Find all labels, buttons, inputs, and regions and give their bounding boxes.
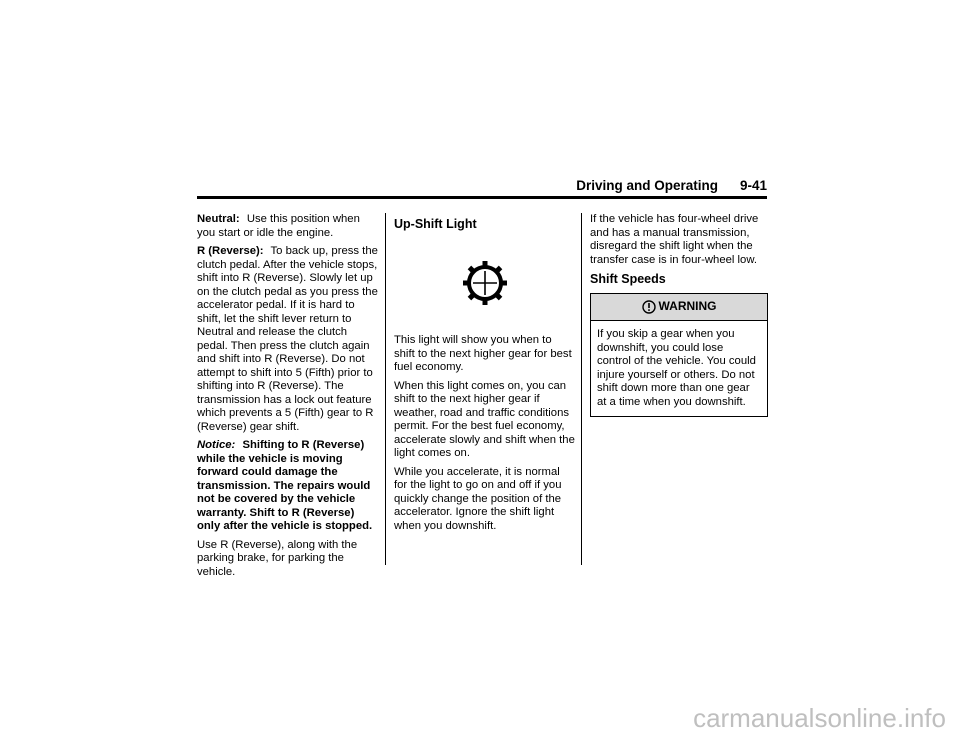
- upshift-light-icon: [462, 260, 508, 306]
- neutral-text: Use this position when you start or idle the engine.: [197, 213, 360, 239]
- upshift-paragraph-1: This light will show you when to shift to the next higher gear for best fuel economy.: [394, 334, 572, 373]
- upshift-paragraph-2: When this light comes on, you can shift to the next higher gear if weather, road and traffic conditions permit. For the best fuel economy, accelerate slowly and shift when the light comes on.: [394, 379, 575, 459]
- warning-icon: [642, 300, 656, 314]
- four-wheel-paragraph: If the vehicle has four-wheel drive and has a manual transmission, disregard the shift light when the transfer case is in four-wheel low.: [590, 213, 759, 266]
- reverse-label: R (Reverse):: [197, 245, 264, 257]
- section-title: Driving and Operating: [576, 178, 718, 193]
- shift-speeds-heading: Shift Speeds: [590, 272, 666, 286]
- parking-paragraph: Use R (Reverse), along with the parking brake, for parking the vehicle.: [197, 538, 358, 578]
- upshift-paragraph-3: While you accelerate, it is normal for the light to go on and off if you quickly change the position of the accelerator. Ignore the shift light when you downshift.: [394, 465, 562, 532]
- warning-title: WARNING: [658, 299, 717, 314]
- notice-text: Shifting to R (Reverse) while the vehicle is moving forward could damage the transmission. The repairs would not be covered by the vehicle warranty. Shift to R (Reverse) only after the vehicle is stopped.: [197, 439, 373, 532]
- column-3: [590, 213, 768, 417]
- neutral-label: Neutral:: [197, 213, 240, 225]
- upshift-heading: Up-Shift Light: [394, 217, 477, 231]
- page-header: [197, 178, 767, 196]
- column-1: [197, 213, 378, 584]
- column-divider-2: [581, 213, 582, 565]
- watermark: carmanualsonline.info: [693, 703, 946, 733]
- page-number: 9-41: [739, 178, 767, 193]
- neutral-paragraph: [197, 213, 378, 240]
- reverse-paragraph: [197, 245, 378, 434]
- warning-header: [591, 294, 767, 321]
- column-divider-1: [385, 213, 386, 565]
- reverse-text: To back up, press the clutch pedal. After the vehicle stops, shift into R (Reverse). Slowly let up on the clutch pedal as you press the accelerator pedal. If it is hard to shift, let the shift lever return to Neutral and release the clutch pedal. Then press the clutch again and shift into R (Reverse). Do not attempt to shift into 5 (Fifth) prior to shifting into R (Reverse). The transmission has a lock out feature which prevents a 5 (Fifth) gear to R (Reverse) gear shift.: [197, 245, 378, 433]
- notice-paragraph: [197, 439, 378, 534]
- warning-text: If you skip a gear when you downshift, you could lose control of the vehicle. You could injure yourself or others. Do not shift down more than one gear at a time when you downshift.: [597, 328, 756, 408]
- warning-box: [590, 293, 768, 417]
- upshift-light-icon-wrap: [394, 238, 575, 328]
- header-rule: [197, 196, 767, 199]
- column-2: [394, 213, 575, 538]
- notice-label: Notice:: [197, 439, 236, 451]
